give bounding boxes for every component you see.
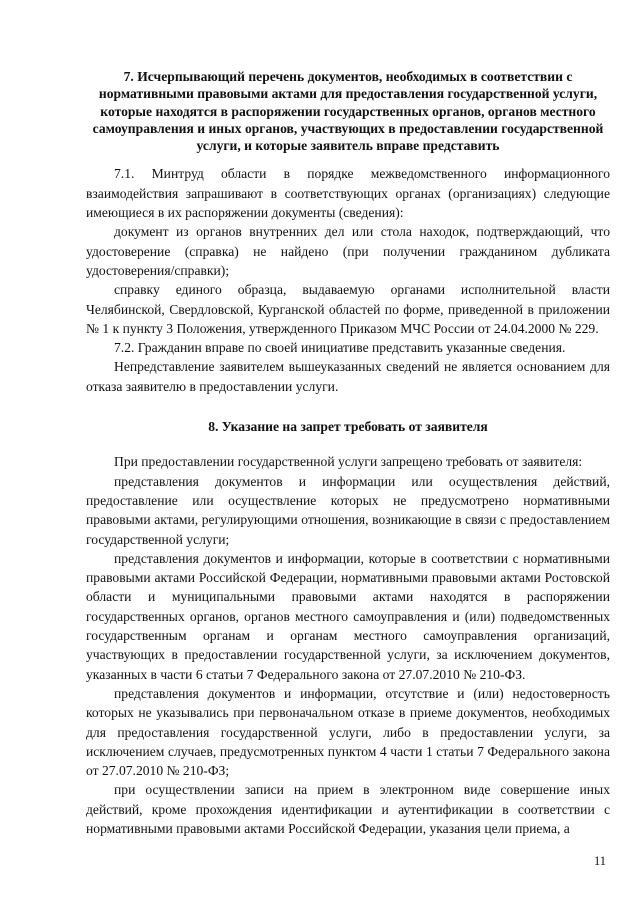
section-7-paragraph-non-submission: Непредставление заявителем вышеуказанных сведений не является основанием для отказа заявителю в предоставлении услуги. [86,359,610,394]
section-8-item-2: представления документов и информации, которые в соответствии с нормативными правовыми актами Российской Федерации, нормативными правовыми актами Ростовской области и муниципальными правовыми актами находятся в распоряжении государственных органов, органов местного самоуправления и (или) подведомственных государственным органам и органам местного самоуправления организаций, участвующих в предоставлении государственной услуги, за исключением документов, указанных в части 6 статьи 7 Федерального закона от 27.07.2010 № 210-ФЗ. [86,550,610,682]
section-7-paragraph-7-1: 7.1. Минтруд области в порядке межведомственного информационного взаимодействия запрашивают в соответствующих органах (организациях) следующие имеющиеся в их распоряжении документы (сведения): [86,166,610,221]
section-8-item-3: представления документов и информации, отсутствие и (или) недостоверность которых не указывались при первоначальном отказе в приеме документов, необходимых для предоставления государственной услуги, либо в предоставлении услуги, за исключением случаев, предусмотренных пунктом 4 части 1 статьи 7 Федерального закона от 27.07.2010 № 210-ФЗ; [86,685,610,779]
section-7-title: 7. Исчерпывающий перечень документов, необходимых в соответствии с нормативными правовыми актами для предоставления государственной услуги, которые находятся в распоряжении государственных органов, органов местного самоуправления и иных органов, участвующих в предоставлении государственной услуги, и которые заявитель вправе представить [92,69,604,154]
section-7-item-police-document: документ из органов внутренних дел или стола находок, подтверждающий, что удостоверение (справка) не найдено (при получении гражданином дубликата удостоверения/справки); [86,224,610,278]
section-7-paragraph-7-2: 7.2. Гражданин вправе по своей инициативе представить указанные сведения. [114,340,566,356]
page-number: 11 [593,854,606,868]
section-8-title: 8. Указание на запрет требовать от заявителя [208,419,488,435]
section-8-item-1: представления документов и информации или осуществления действий, предоставление или осуществление которых не предусмотрено нормативными правовыми актами, регулирующими отношения, возникающие в связи с предоставлением государственной услуги; [86,473,610,547]
section-8-intro: При предоставлении государственной услуги запрещено требовать от заявителя: [114,454,583,470]
document-page [86,68,610,838]
section-8-item-4: при осуществлении записи на прием в электронном виде совершение иных действий, кроме прохождения идентификации и аутентификации в соответствии с нормативными правовыми актами Российской Федерации, указания цели приема, а [86,782,610,836]
section-7-item-unified-certificate: справку единого образца, выдаваемую органами исполнительной власти Челябинской, Свердловской, Курганской областей по форме, приведенной в приложении № 1 к пункту 3 Положения, утвержденного Приказом МЧС России от 24.04.2000 № 229. [86,282,610,336]
